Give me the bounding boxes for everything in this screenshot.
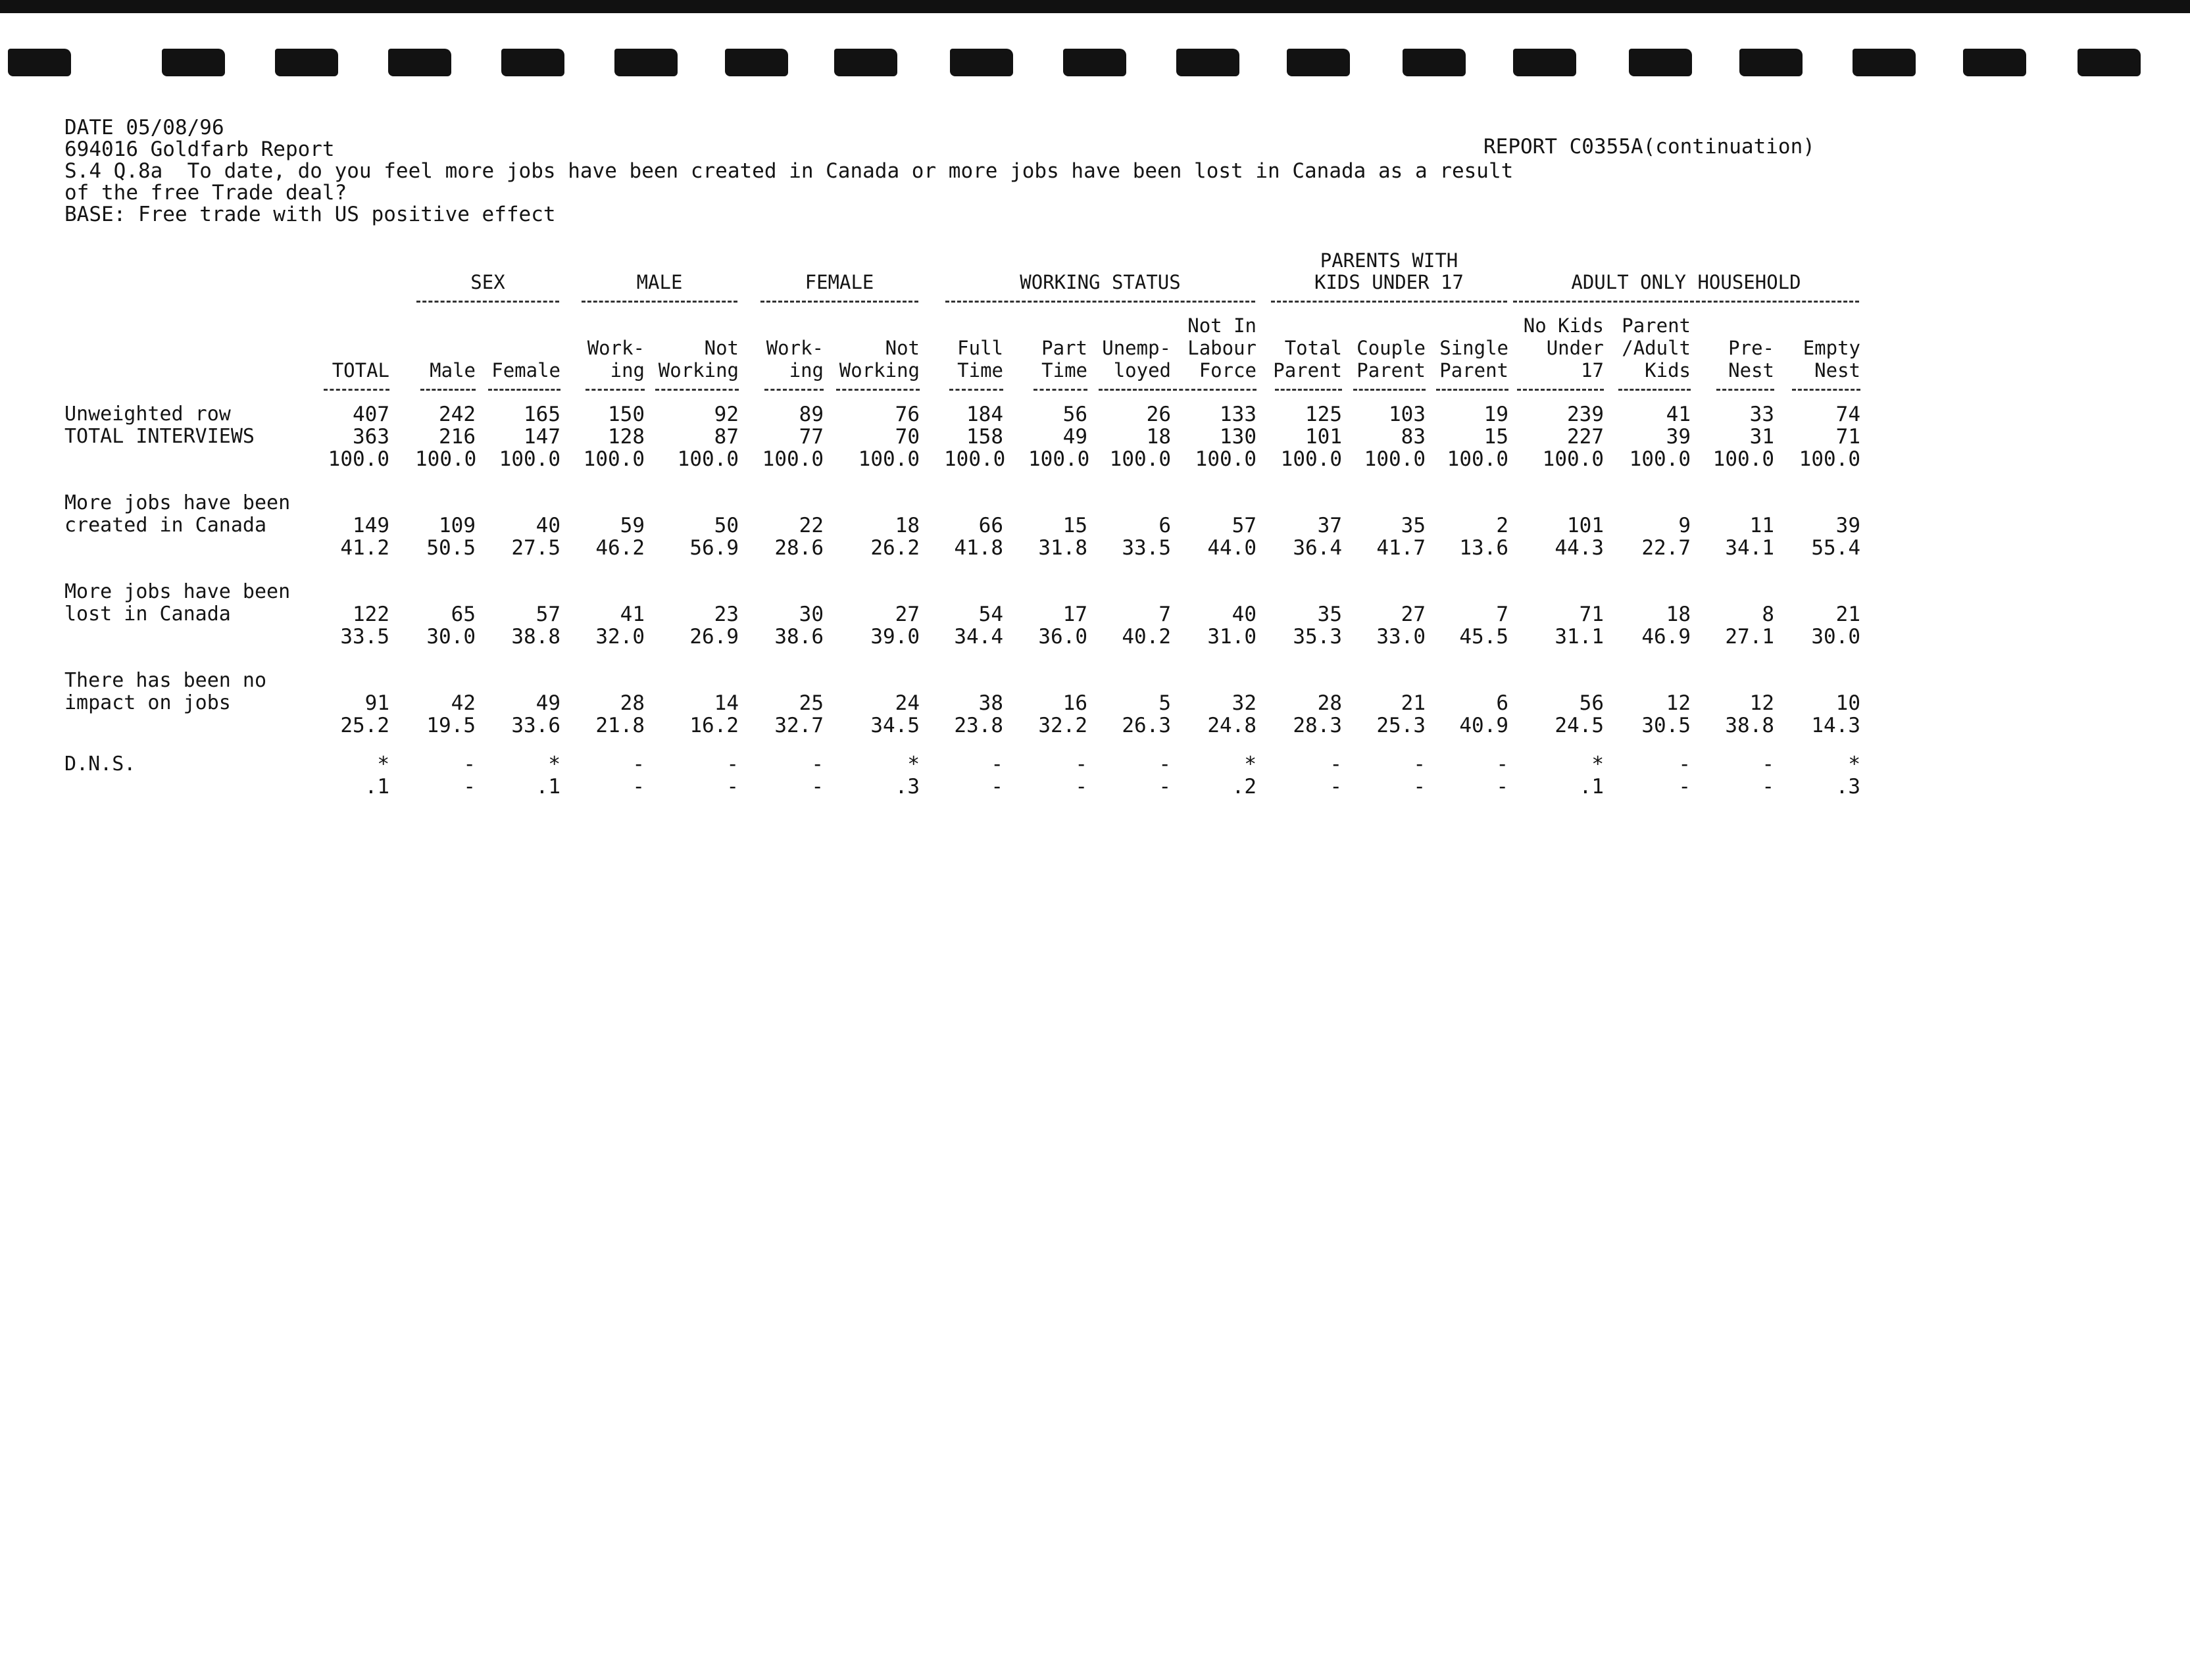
table-cell: 42: [451, 691, 476, 715]
table-cell: 100.0: [415, 447, 477, 471]
table-cell: 30.0: [426, 625, 476, 649]
table-cell: 38: [978, 691, 1003, 715]
table-cell: 31.8: [1038, 536, 1087, 560]
table-cell: 128: [608, 425, 645, 449]
table-cell: 15: [1062, 514, 1087, 537]
table-cell: 34.5: [870, 714, 920, 737]
table-cell: 7: [1158, 603, 1171, 626]
group-header: ADULT ONLY HOUSEHOLD: [1571, 271, 1801, 293]
table-cell: -: [1158, 775, 1171, 799]
table-cell: -: [1075, 775, 1087, 799]
table-cell: 41: [1666, 403, 1691, 426]
question-text-line1: S.4 Q.8a To date, do you feel more jobs have been created in Canada or more jobs have been lost in Canada as a result: [64, 159, 1514, 183]
table-cell: *: [548, 753, 560, 776]
table-cell: 25.2: [340, 714, 389, 737]
table-cell: 227: [1567, 425, 1604, 449]
table-cell: 32: [1232, 691, 1257, 715]
table-cell: 49: [535, 691, 560, 715]
column-header: Not In Labour Force: [1187, 314, 1257, 382]
table-cell: -: [726, 753, 739, 776]
column-underline: [585, 389, 645, 391]
table-cell: 25.3: [1376, 714, 1426, 737]
table-cell: 27.1: [1725, 625, 1774, 649]
table-cell: -: [1496, 753, 1508, 776]
table-cell: 41.2: [340, 536, 389, 560]
column-header: Total Parent: [1273, 337, 1342, 382]
column-header: TOTAL: [332, 359, 389, 382]
table-cell: 100.0: [1712, 447, 1774, 471]
group-underline: [416, 301, 559, 303]
table-cell: 363: [353, 425, 389, 449]
column-underline: [1792, 389, 1860, 391]
column-underline: [836, 389, 920, 391]
table-cell: 40.9: [1459, 714, 1508, 737]
table-cell: -: [632, 753, 645, 776]
column-underline: [1099, 389, 1171, 391]
table-cell: 16.2: [689, 714, 739, 737]
table-cell: 31.1: [1555, 625, 1604, 649]
table-cell: 239: [1567, 403, 1604, 426]
table-cell: 33.6: [511, 714, 560, 737]
table-cell: 15: [1483, 425, 1508, 449]
table-cell: 39.0: [870, 625, 920, 649]
table-cell: 5: [1158, 691, 1171, 715]
table-cell: *: [907, 753, 920, 776]
base-description: BASE: Free trade with US positive effect: [64, 203, 556, 226]
table-cell: 21: [1835, 603, 1860, 626]
table-cell: 59: [620, 514, 645, 537]
table-cell: 37: [1317, 514, 1342, 537]
scan-top-border: [0, 0, 2190, 13]
table-cell: 13.6: [1459, 536, 1508, 560]
table-cell: 22: [799, 514, 824, 537]
column-header: Not Working: [658, 337, 739, 382]
table-cell: 65: [451, 603, 476, 626]
column-underline: [1436, 389, 1508, 391]
table-cell: 26: [1146, 403, 1171, 426]
table-cell: 10: [1835, 691, 1860, 715]
table-cell: 100.0: [1195, 447, 1257, 471]
table-cell: 24.8: [1207, 714, 1257, 737]
table-cell: .1: [535, 775, 560, 799]
row-label: More jobs have been lost in Canada: [64, 580, 291, 626]
table-cell: 6: [1158, 514, 1171, 537]
table-cell: 38.8: [511, 625, 560, 649]
report-id: 694016 Goldfarb Report: [64, 137, 335, 161]
row-label: D.N.S.: [64, 753, 136, 776]
table-cell: -: [1678, 753, 1691, 776]
table-cell: 35: [1401, 514, 1426, 537]
table-cell: .1: [364, 775, 389, 799]
table-cell: 89: [799, 403, 824, 426]
table-cell: 41.7: [1376, 536, 1426, 560]
table-cell: 130: [1220, 425, 1257, 449]
column-underline: [949, 389, 1003, 391]
table-cell: 407: [353, 403, 389, 426]
row-label: There has been no impact on jobs: [64, 669, 267, 714]
column-underline: [655, 389, 739, 391]
punch-hole: [388, 49, 451, 76]
table-cell: 36.4: [1293, 536, 1342, 560]
table-cell: .3: [895, 775, 920, 799]
table-cell: *: [1848, 753, 1860, 776]
table-cell: 25: [799, 691, 824, 715]
group-header: FEMALE: [805, 271, 874, 293]
column-underline: [324, 389, 389, 391]
table-cell: 21.8: [595, 714, 645, 737]
table-cell: 26.3: [1122, 714, 1171, 737]
table-cell: 100.0: [858, 447, 920, 471]
table-cell: 18: [1146, 425, 1171, 449]
column-header: No Kids Under 17: [1523, 314, 1604, 382]
column-header: Parent /Adult Kids: [1622, 314, 1691, 382]
table-cell: .3: [1835, 775, 1860, 799]
column-underline: [1517, 389, 1604, 391]
punch-hole: [162, 49, 225, 76]
table-cell: 70: [895, 425, 920, 449]
table-cell: *: [1244, 753, 1257, 776]
table-cell: 46.2: [595, 536, 645, 560]
table-cell: 8: [1762, 603, 1774, 626]
table-cell: 19: [1483, 403, 1508, 426]
table-cell: 76: [895, 403, 920, 426]
table-cell: 19.5: [426, 714, 476, 737]
punch-hole: [1513, 49, 1576, 76]
column-underline: [420, 389, 476, 391]
table-cell: 100.0: [1629, 447, 1691, 471]
table-cell: 45.5: [1459, 625, 1508, 649]
table-cell: 100.0: [499, 447, 560, 471]
table-cell: 150: [608, 403, 645, 426]
table-cell: 31: [1749, 425, 1774, 449]
table-cell: -: [991, 753, 1003, 776]
table-cell: 24.5: [1555, 714, 1604, 737]
table-cell: -: [1075, 753, 1087, 776]
table-cell: 100.0: [944, 447, 1006, 471]
table-cell: -: [1413, 753, 1426, 776]
report-date: DATE 05/08/96: [64, 116, 224, 139]
group-underline: [1513, 301, 1859, 303]
table-cell: 18: [1666, 603, 1691, 626]
table-cell: 57: [1232, 514, 1257, 537]
table-cell: -: [1330, 753, 1342, 776]
column-header: Empty Nest: [1803, 337, 1860, 382]
group-header: PARENTS WITH KIDS UNDER 17: [1314, 249, 1464, 293]
column-underline: [1353, 389, 1426, 391]
table-cell: 21: [1401, 691, 1426, 715]
table-cell: -: [1762, 775, 1774, 799]
table-cell: 57: [535, 603, 560, 626]
table-cell: 30.0: [1811, 625, 1860, 649]
table-cell: 71: [1835, 425, 1860, 449]
table-cell: 100.0: [1028, 447, 1090, 471]
table-cell: 14.3: [1811, 714, 1860, 737]
punch-hole: [834, 49, 897, 76]
table-cell: 55.4: [1811, 536, 1860, 560]
table-cell: -: [1330, 775, 1342, 799]
table-cell: 26.9: [689, 625, 739, 649]
table-cell: 28.3: [1293, 714, 1342, 737]
table-cell: 165: [524, 403, 560, 426]
column-underline: [488, 389, 560, 391]
table-cell: *: [377, 753, 389, 776]
table-cell: 91: [364, 691, 389, 715]
column-header: Female: [491, 359, 560, 382]
table-cell: -: [1762, 753, 1774, 776]
table-cell: -: [726, 775, 739, 799]
punch-hole: [950, 49, 1013, 76]
table-cell: 6: [1496, 691, 1508, 715]
table-cell: 100.0: [1109, 447, 1171, 471]
column-underline: [1716, 389, 1774, 391]
group-header: SEX: [470, 271, 505, 293]
table-cell: .2: [1232, 775, 1257, 799]
table-cell: *: [1591, 753, 1604, 776]
table-cell: 30: [799, 603, 824, 626]
table-cell: 11: [1749, 514, 1774, 537]
column-header: Work- ing: [587, 337, 645, 382]
table-cell: 18: [895, 514, 920, 537]
table-cell: 50.5: [426, 536, 476, 560]
column-header: Unemp- loyed: [1102, 337, 1171, 382]
table-cell: 184: [966, 403, 1003, 426]
table-cell: 87: [714, 425, 739, 449]
punch-hole: [1063, 49, 1126, 76]
column-header: Pre- Nest: [1728, 337, 1774, 382]
table-cell: 33.0: [1376, 625, 1426, 649]
punch-hole: [501, 49, 564, 76]
table-cell: 100.0: [1280, 447, 1342, 471]
table-cell: 39: [1666, 425, 1691, 449]
column-underline: [1618, 389, 1691, 391]
table-cell: -: [1678, 775, 1691, 799]
column-header: Single Parent: [1439, 337, 1508, 382]
punch-hole: [275, 49, 338, 76]
table-cell: 27: [1401, 603, 1426, 626]
table-cell: 23: [714, 603, 739, 626]
table-cell: 133: [1220, 403, 1257, 426]
table-cell: 100.0: [677, 447, 739, 471]
punch-hole: [1629, 49, 1692, 76]
table-cell: 149: [353, 514, 389, 537]
column-header: Couple Parent: [1356, 337, 1426, 382]
group-underline: [945, 301, 1255, 303]
column-underline: [764, 389, 824, 391]
table-cell: 44.3: [1555, 536, 1604, 560]
punch-hole: [1287, 49, 1350, 76]
punch-hole: [8, 49, 71, 76]
table-cell: 14: [714, 691, 739, 715]
table-cell: -: [991, 775, 1003, 799]
table-cell: 50: [714, 514, 739, 537]
table-cell: 32.2: [1038, 714, 1087, 737]
table-cell: 101: [1305, 425, 1342, 449]
table-cell: 35.3: [1293, 625, 1342, 649]
column-header: Male: [430, 359, 476, 382]
table-cell: 41.8: [954, 536, 1003, 560]
table-cell: -: [811, 775, 824, 799]
column-header: Part Time: [1041, 337, 1087, 382]
punch-hole: [1403, 49, 1466, 76]
column-underline: [1033, 389, 1087, 391]
table-cell: 34.1: [1725, 536, 1774, 560]
table-cell: 242: [439, 403, 476, 426]
table-cell: 31.0: [1207, 625, 1257, 649]
row-label: More jobs have been created in Canada: [64, 491, 291, 537]
table-cell: 109: [439, 514, 476, 537]
table-cell: 71: [1579, 603, 1604, 626]
table-cell: 103: [1389, 403, 1426, 426]
table-cell: 122: [353, 603, 389, 626]
table-cell: 16: [1062, 691, 1087, 715]
row-label: Unweighted row TOTAL INTERVIEWS: [64, 403, 255, 448]
table-cell: 33.5: [1122, 536, 1171, 560]
table-cell: 32.0: [595, 625, 645, 649]
table-cell: -: [632, 775, 645, 799]
table-cell: 24: [895, 691, 920, 715]
table-cell: 12: [1666, 691, 1691, 715]
table-cell: -: [463, 753, 476, 776]
column-header: Not Working: [839, 337, 920, 382]
column-underline: [1173, 389, 1257, 391]
column-header: Work- ing: [766, 337, 824, 382]
table-cell: 74: [1835, 403, 1860, 426]
table-cell: 83: [1401, 425, 1426, 449]
table-cell: .1: [1579, 775, 1604, 799]
table-cell: 100.0: [1447, 447, 1508, 471]
column-underline: [1275, 389, 1342, 391]
table-cell: 66: [978, 514, 1003, 537]
table-cell: 49: [1062, 425, 1087, 449]
punch-hole: [1739, 49, 1803, 76]
table-cell: 32.7: [774, 714, 824, 737]
table-cell: 100.0: [1364, 447, 1426, 471]
table-cell: -: [1496, 775, 1508, 799]
table-cell: 158: [966, 425, 1003, 449]
table-cell: 56.9: [689, 536, 739, 560]
table-cell: 100.0: [1799, 447, 1860, 471]
punch-hole: [614, 49, 678, 76]
table-cell: 44.0: [1207, 536, 1257, 560]
table-cell: -: [1413, 775, 1426, 799]
table-cell: 40.2: [1122, 625, 1171, 649]
punch-hole: [2078, 49, 2141, 76]
table-cell: 41: [620, 603, 645, 626]
table-cell: 56: [1062, 403, 1087, 426]
table-cell: 7: [1496, 603, 1508, 626]
table-cell: 39: [1835, 514, 1860, 537]
group-header: MALE: [636, 271, 683, 293]
table-cell: 56: [1579, 691, 1604, 715]
table-cell: 101: [1567, 514, 1604, 537]
table-cell: 77: [799, 425, 824, 449]
table-cell: 100.0: [328, 447, 389, 471]
table-cell: 22.7: [1641, 536, 1691, 560]
table-cell: -: [1158, 753, 1171, 776]
table-cell: 28: [620, 691, 645, 715]
table-cell: 26.2: [870, 536, 920, 560]
table-cell: 100.0: [583, 447, 645, 471]
table-cell: 46.9: [1641, 625, 1691, 649]
punch-hole: [1176, 49, 1239, 76]
table-cell: 125: [1305, 403, 1342, 426]
table-cell: 34.4: [954, 625, 1003, 649]
group-underline: [582, 301, 737, 303]
table-cell: -: [463, 775, 476, 799]
table-cell: 33: [1749, 403, 1774, 426]
question-text-line2: of the free Trade deal?: [64, 181, 347, 205]
table-cell: 38.8: [1725, 714, 1774, 737]
column-header: Full Time: [957, 337, 1003, 382]
table-cell: 2: [1496, 514, 1508, 537]
punch-hole: [1853, 49, 1916, 76]
table-cell: 36.0: [1038, 625, 1087, 649]
table-cell: 147: [524, 425, 560, 449]
table-cell: 33.5: [340, 625, 389, 649]
table-cell: 216: [439, 425, 476, 449]
table-cell: 54: [978, 603, 1003, 626]
table-cell: 40: [535, 514, 560, 537]
table-cell: 35: [1317, 603, 1342, 626]
group-header: WORKING STATUS: [1020, 271, 1181, 293]
table-cell: 27.5: [511, 536, 560, 560]
report-code: REPORT C0355A(continuation): [1483, 135, 1815, 159]
table-cell: 23.8: [954, 714, 1003, 737]
punch-hole: [725, 49, 788, 76]
table-cell: 12: [1749, 691, 1774, 715]
table-cell: 27: [895, 603, 920, 626]
table-cell: 100.0: [762, 447, 824, 471]
group-underline: [760, 301, 918, 303]
table-cell: 17: [1062, 603, 1087, 626]
table-cell: 92: [714, 403, 739, 426]
table-cell: 28: [1317, 691, 1342, 715]
table-cell: -: [811, 753, 824, 776]
group-underline: [1271, 301, 1507, 303]
table-cell: 38.6: [774, 625, 824, 649]
table-cell: 30.5: [1641, 714, 1691, 737]
table-cell: 9: [1678, 514, 1691, 537]
punch-hole: [1963, 49, 2026, 76]
table-cell: 40: [1232, 603, 1257, 626]
table-cell: 100.0: [1542, 447, 1604, 471]
table-cell: 28.6: [774, 536, 824, 560]
